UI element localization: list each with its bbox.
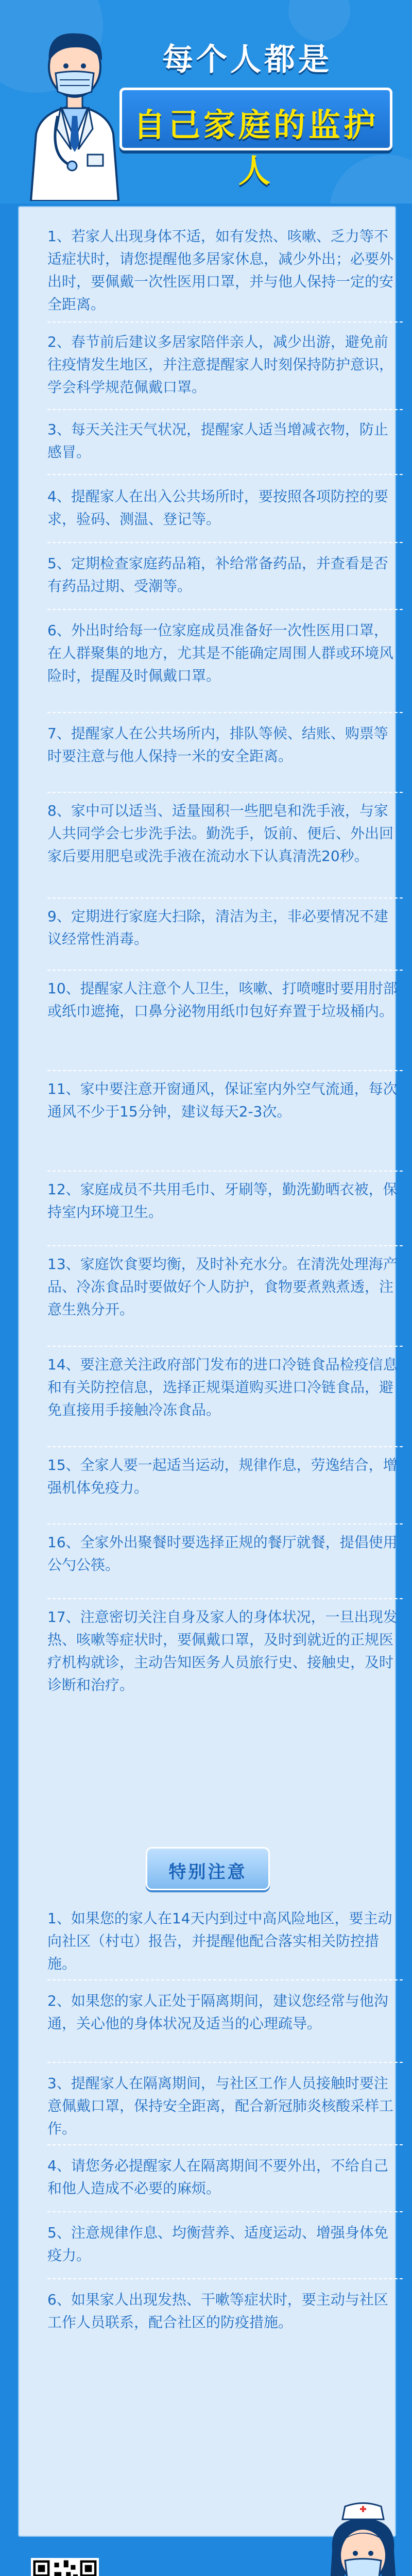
divider — [47, 542, 403, 543]
qr-code[interactable] — [31, 2558, 99, 2576]
list-item: 14、要注意关注政府部门发布的进口冷链食品检疫信息和有关防控信息，选择正规渠道购买进口冷链食品，避免直接用手接触冷冻食品。 — [47, 1356, 398, 1418]
nurse-illustration — [309, 2488, 412, 2576]
divider — [47, 1598, 403, 1599]
divider — [47, 792, 403, 793]
divider — [47, 2062, 403, 2063]
special-notice-label: 特别注意 — [168, 1862, 247, 1883]
list-item: 17、注意密切关注自身及家人的身体状况，一旦出现发热、咳嗽等症状时，要佩戴口罩，及时到就近的正规医疗机构就诊，主动告知医务人员旅行史、接触史，及时诊断和治疗。 — [47, 1608, 398, 1693]
divider — [47, 321, 403, 323]
list-item: 9、定期进行家庭大扫除，清洁为主，非必要情况不建议经常性消毒。 — [47, 908, 388, 947]
title-box — [119, 88, 392, 190]
list-item: 11、家中要注意开窗通风，保证室内外空气流通，每次通风不少于15分钟，建议每天2-3次。 — [47, 1080, 398, 1120]
list-item: 4、提醒家人在出入公共场所时，要按照各项防控的要求，验码、测温、登记等。 — [47, 488, 388, 528]
special-item: 2、如果您的家人正处于隔离期间，建议您经常与他沟通，关心他的身体状况及适当的心理疏导。 — [47, 1992, 388, 2032]
divider — [47, 1070, 403, 1071]
special-item: 4、请您务必提醒家人在隔离期间不要外出，不给自己和他人造成不必要的麻烦。 — [47, 2157, 388, 2197]
list-item: 1、若家人出现身体不适，如有发热、咳嗽、乏力等不适症状时，请您提醒他多居家休息，减少外出；必要外出时，要佩戴一次性医用口罩，并与他人保持一定的安全距离。 — [47, 228, 394, 313]
list-item: 3、每天关注天气状况，提醒家人适当增减衣物，防止感冒。 — [47, 421, 388, 461]
special-notice-heading — [146, 1847, 270, 1890]
divider — [47, 1346, 403, 1347]
special-item: 1、如果您的家人在14天内到过中高风险地区，要主动向社区（村屯）报告，并提醒他配合落实相关防控措施。 — [47, 1910, 392, 1972]
list-item: 6、外出时给每一位家庭成员准备好一次性医用口罩，在人群聚集的地方，尤其是不能确定周围人群或环境风险时，提醒及时佩戴口罩。 — [47, 622, 394, 684]
divider — [47, 1171, 403, 1172]
title-line-1: 每个人都是 — [162, 42, 332, 78]
divider — [47, 2144, 403, 2145]
list-item: 2、春节前后建议多居家陪伴亲人，减少出游，避免前往疫情发生地区，并注意提醒家人时刻保持防护意识，学会科学规范佩戴口罩。 — [47, 333, 394, 396]
divider — [47, 1523, 403, 1524]
doctor-illustration — [21, 5, 129, 201]
divider — [47, 1446, 403, 1447]
divider — [47, 970, 403, 971]
divider — [47, 609, 403, 610]
divider — [47, 409, 403, 410]
list-item: 12、家庭成员不共用毛巾、牙刷等，勤洗勤晒衣被，保持室内环境卫生。 — [47, 1181, 398, 1221]
list-item: 16、全家外出聚餐时要选择正规的餐厅就餐，提倡使用公勺公筷。 — [47, 1534, 398, 1573]
divider — [47, 1245, 403, 1246]
divider — [47, 712, 403, 713]
list-item: 15、全家人要一起适当运动，规律作息，劳逸结合，增强机体免疫力。 — [47, 1456, 398, 1496]
list-item: 8、家中可以适当、适量囤积一些肥皂和洗手液，与家人共同学会七步洗手法。勤洗手，饭前、便后、外出回家后要用肥皂或洗手液在流动水下认真清洗20秒。 — [47, 802, 394, 865]
divider — [47, 474, 403, 475]
list-item: 13、家庭饮食要均衡，及时补充水分。在清洗处理海产品、冷冻食品时要做好个人防护，食物要煮熟煮透，注意生熟分开。 — [47, 1256, 398, 1318]
content-panel — [18, 206, 396, 2537]
divider — [47, 2278, 403, 2279]
list-item: 5、定期检查家庭药品箱，补给常备药品，并查看是否有药品过期、受潮等。 — [47, 555, 388, 595]
list-item: 7、提醒家人在公共场所内，排队等候、结账、购票等时要注意与他人保持一米的安全距离。 — [47, 725, 388, 765]
special-item: 6、如果家人出现发热、干嗽等症状时，要主动与社区工作人员联系，配合社区的防疫措施。 — [47, 2291, 388, 2331]
title-line-2: 自己家庭的监护人 — [133, 106, 379, 190]
list-item: 10、提醒家人注意个人卫生，咳嗽、打喷嚏时要用肘部或纸巾遮掩，口鼻分泌物用纸巾包好弃置于垃圾桶内。 — [47, 980, 398, 1020]
special-item: 5、注意规律作息、均衡营养、适度运动、增强身体免疫力。 — [47, 2224, 388, 2264]
header-banner — [0, 0, 412, 204]
divider — [47, 2211, 403, 2212]
divider — [47, 897, 403, 899]
special-item: 3、提醒家人在隔离期间，与社区工作人员接触时要注意佩戴口罩，保持安全距离，配合新冠肺炎核酸采样工作。 — [47, 2075, 394, 2137]
divider — [47, 1979, 403, 1980]
